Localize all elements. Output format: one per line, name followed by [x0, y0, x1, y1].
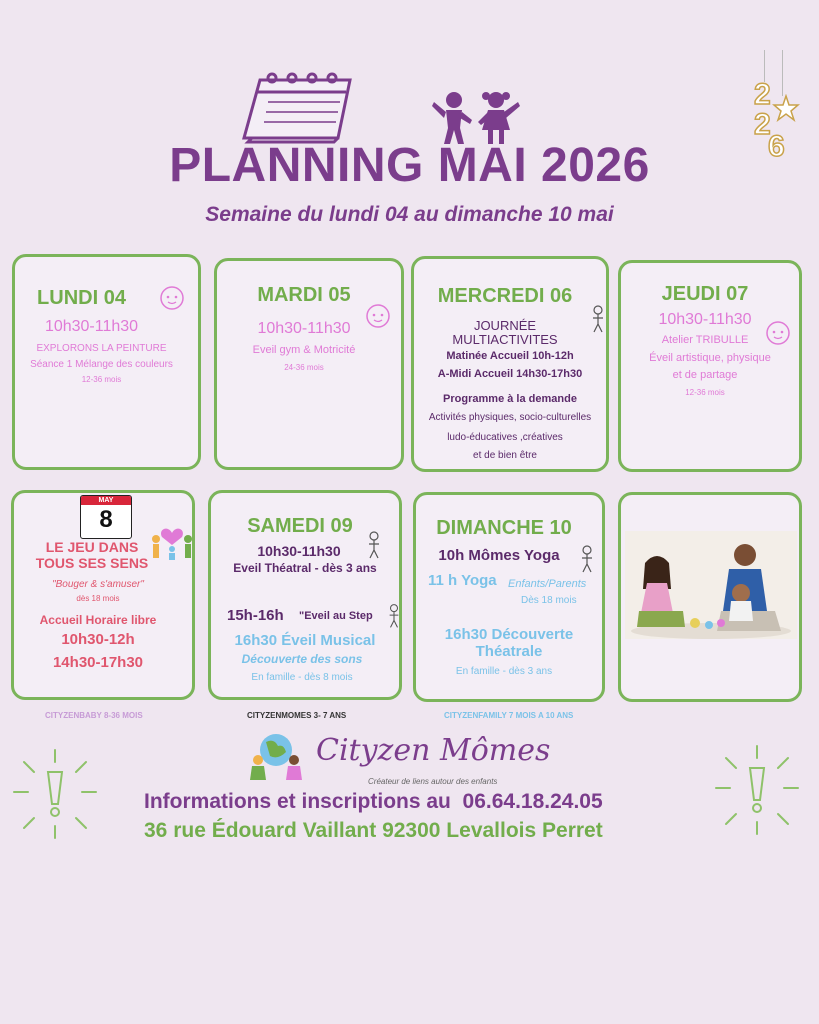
brand-logo-icon	[244, 730, 308, 786]
age-label: dès 18 mois	[76, 594, 120, 603]
star-icon	[772, 94, 800, 122]
calendar-page-icon	[80, 495, 132, 539]
exclamation-icon	[712, 744, 802, 836]
contact-info: Informations et inscriptions au 06.64.18.24.05	[144, 790, 603, 813]
day-label: MARDI 05	[257, 284, 351, 306]
vendredi-time1: 10h30-12h	[61, 631, 135, 648]
footer-baby: CITYZENBABY 8-36 MOIS	[45, 711, 143, 720]
mercredi-line5: Programme à la demande	[443, 393, 577, 405]
mercredi-line1: JOURNÉE	[473, 318, 537, 333]
vendredi-title1: LE JEU DANS	[45, 539, 139, 555]
card-dimanche	[413, 492, 605, 702]
day-label: DIMANCHE 10	[436, 517, 572, 539]
mercredi-line4: A-Midi Accueil 14h30-17h30	[437, 368, 583, 380]
contact-address: 36 rue Édouard Vaillant 92300 Levallois Perret	[144, 819, 603, 842]
year-digit: 2	[754, 78, 771, 111]
day-label: MERCREDI 06	[437, 285, 573, 307]
footer-family: CITYZENFAMILY 7 MOIS A 10 ANS	[444, 711, 574, 720]
day-label: SAMEDI 09	[247, 515, 353, 537]
theatre-label: 16h30 Découverte	[444, 626, 574, 643]
activity-label: Atelier TRIBULLE	[661, 334, 749, 346]
mercredi-line6: Activités physiques, socio-culturelles	[428, 412, 592, 423]
vendredi-time2: 14h30-17h30	[52, 654, 144, 671]
age-label: 24-36 mois	[284, 363, 324, 372]
step-label: "Eveil au Step	[299, 610, 373, 622]
page-subtitle: Semaine du lundi 04 au dimanche 10 mai	[205, 203, 614, 226]
vendredi-title2: TOUS SES SENS	[35, 555, 149, 571]
mercredi-line3: Matinée Accueil 10h-12h	[446, 350, 574, 362]
card-mardi	[214, 258, 404, 470]
age-label: Dès 18 mois	[521, 595, 577, 606]
yoga2-label: 11 h Yoga	[428, 572, 497, 589]
step-time: 15h-16h	[227, 607, 284, 624]
age-label: 12-36 mois	[685, 388, 725, 397]
card-samedi	[208, 490, 402, 700]
time-label: 10h30-11h30	[257, 543, 341, 559]
age-label: 12-36 mois	[81, 375, 122, 384]
theatre-label: Théatrale	[475, 643, 543, 660]
child-icon	[387, 603, 401, 629]
musical-label: 16h30 Éveil Musical	[234, 632, 376, 649]
mercredi-line7: ludo-éducatives ,créatives	[447, 432, 563, 443]
activity-label: Eveil Théatral - dès 3 ans	[233, 561, 377, 575]
yoga1-label: 10h Mômes Yoga	[438, 547, 560, 564]
brand-name: Cityzen Mômes	[316, 733, 551, 768]
calendar-icon	[238, 70, 356, 146]
baby-face-icon	[159, 285, 185, 311]
detail-label: Éveil artistique, physique	[649, 352, 771, 364]
yoga2-detail: Enfants/Parents	[508, 578, 587, 590]
brand-tagline: Créateur de liens autour des enfants	[368, 777, 498, 786]
detail-label: et de partage	[672, 369, 738, 381]
mercredi-line8: et de bien être	[473, 450, 537, 461]
family-photo	[625, 531, 797, 639]
page-title: PLANNING MAI 2026	[169, 139, 650, 192]
card-vendredi	[11, 490, 195, 700]
detail-label: Séance 1 Mélange des couleurs	[30, 359, 173, 370]
activity-label: EXPLORONS LA PEINTURE	[36, 343, 167, 354]
age-label: En famille - dès 8 mois	[251, 672, 353, 683]
vendredi-accueil: Accueil Horaire libre	[39, 613, 157, 627]
card-lundi	[12, 254, 201, 470]
musical-detail: Découverte des sons	[241, 652, 363, 666]
mercredi-line2: MULTIACTIVITES	[452, 332, 558, 347]
card-mercredi	[411, 256, 609, 472]
card-jeudi	[618, 260, 802, 472]
time-label: 10h30-11h30	[257, 320, 351, 337]
footer-momes: CITYZENMOMES 3- 7 ANS	[247, 711, 347, 720]
time-label: 10h30-11h30	[658, 311, 752, 328]
day-label: JEUDI 07	[661, 283, 749, 305]
year-digit: 6	[768, 130, 785, 163]
card-photo	[618, 492, 802, 702]
exclamation-icon	[10, 748, 100, 840]
calendar-month: MAY	[81, 496, 131, 505]
calendar-day: 8	[99, 506, 113, 533]
day-label: LUNDI 04	[37, 287, 126, 309]
time-label: 10h30-11h30	[44, 318, 139, 335]
vendredi-quote: "Bouger & s'amuser"	[52, 579, 144, 590]
activity-label: Eveil gym & Motricité	[252, 344, 356, 356]
age-label: En famille - dès 3 ans	[455, 666, 553, 677]
year-digit: 2	[754, 108, 771, 141]
